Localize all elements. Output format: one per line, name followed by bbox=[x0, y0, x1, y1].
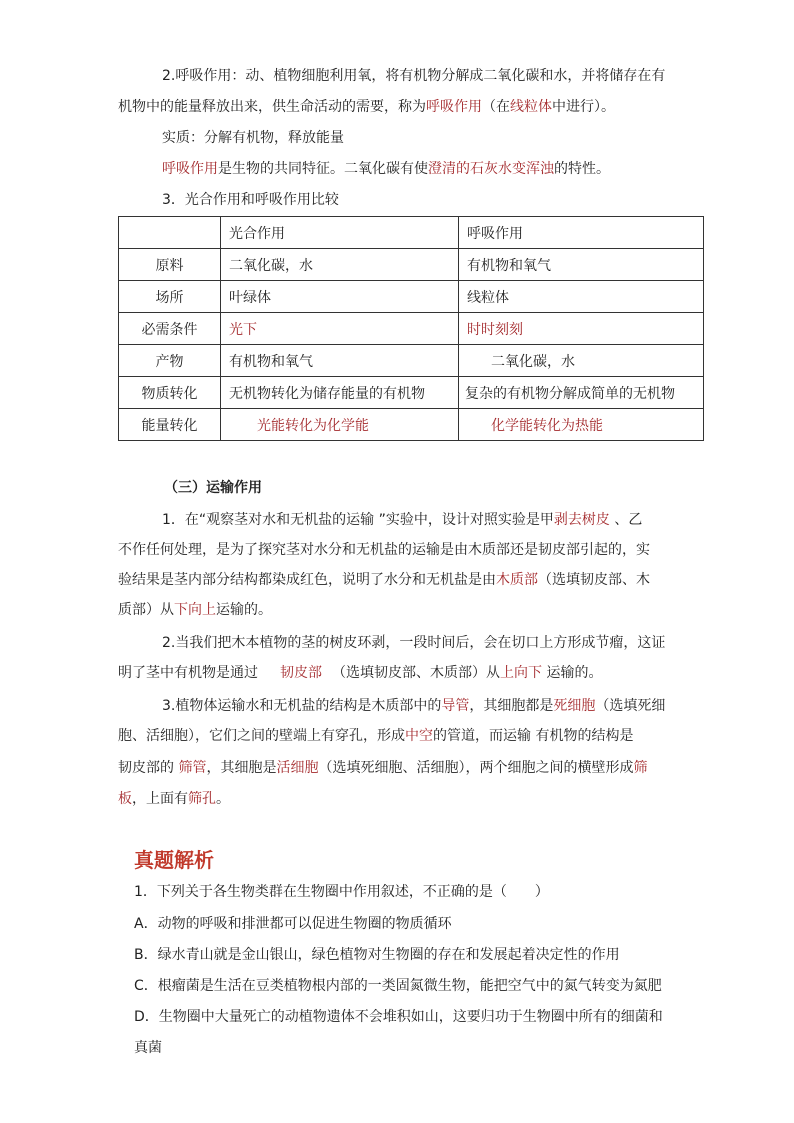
respiration-cell: 二氧化碳，水 bbox=[459, 345, 704, 377]
table-row bbox=[119, 377, 704, 409]
photosynthesis-cell: 有机物和氧气 bbox=[221, 345, 459, 377]
respiration-cell: 有机物和氧气 bbox=[459, 249, 704, 281]
transport-text: ，其细胞都是 bbox=[469, 698, 554, 714]
respiration-text: （在 bbox=[482, 99, 510, 115]
table-row bbox=[119, 313, 704, 345]
transport-text: （选填韧皮部、木 bbox=[538, 572, 650, 588]
respiration-cell: 复杂的有机物分解成简单的无机物 bbox=[459, 377, 704, 409]
transport-q1-line-2 bbox=[118, 540, 650, 560]
option-d bbox=[134, 1007, 663, 1027]
transport-q1-line-1 bbox=[162, 510, 642, 530]
respiration-line-1 bbox=[162, 66, 665, 86]
transport-text: （选填死细胞、活细胞），两个细胞之间的横壁形成 bbox=[318, 760, 634, 776]
respiration-line-2 bbox=[118, 97, 615, 117]
transport-q3-line-1 bbox=[162, 696, 665, 716]
answer-term: 筛管 bbox=[178, 760, 207, 776]
compare-heading bbox=[162, 190, 339, 210]
transport-q1-line-4 bbox=[118, 600, 272, 620]
table-row bbox=[119, 345, 704, 377]
answer-term: 中空 bbox=[405, 728, 433, 744]
compare-heading-text: 3．光合作用和呼吸作用比较 bbox=[162, 192, 339, 208]
transport-text: 韧皮部的 bbox=[118, 760, 179, 776]
table-header-cell: 光合作用 bbox=[221, 217, 459, 249]
transport-text: 运输的。 bbox=[216, 602, 272, 618]
respiration-text: 机物中的能量释放出来，供生命活动的需要，称为 bbox=[118, 99, 426, 115]
option-b bbox=[134, 945, 620, 965]
table-header-cell bbox=[119, 217, 221, 249]
respiration-line-3 bbox=[162, 159, 610, 179]
photosynthesis-cell: 二氧化碳，水 bbox=[221, 249, 459, 281]
photosynthesis-cell: 光下 bbox=[221, 313, 459, 345]
transport-q3-line-4 bbox=[118, 789, 230, 809]
answer-term: 活细胞 bbox=[276, 760, 319, 776]
transport-q2-line-1 bbox=[162, 633, 665, 653]
respiration-text: 中进行）。 bbox=[552, 99, 615, 115]
transport-text: 胞、活细胞），它们之间的壁端上有穿孔，形成 bbox=[118, 728, 405, 744]
transport-text: 。 bbox=[216, 791, 230, 807]
answer-term: 剥去树皮 bbox=[553, 512, 610, 528]
answer-term: 上向下 bbox=[500, 665, 542, 681]
respiration-cell: 化学能转化为热能 bbox=[459, 409, 704, 441]
respiration-text: 是生物的共同特征。二氧化碳有使 bbox=[218, 161, 428, 177]
answer-term: 线粒体 bbox=[510, 99, 552, 115]
option-text: D．生物圈中大量死亡的动植物遗体不会堆积如山，这要归功于生物圈中所有的细菌和 bbox=[134, 1009, 663, 1025]
exam-question bbox=[134, 882, 549, 902]
table-row bbox=[119, 249, 704, 281]
transport-text: 2.当我们把木本植物的茎的树皮环剥，一段时间后，会在切口上方形成节瘤，这证 bbox=[162, 635, 666, 651]
option-d-continued bbox=[134, 1038, 162, 1058]
transport-title bbox=[164, 478, 262, 498]
respiration-cell: 线粒体 bbox=[459, 281, 704, 313]
option-text: B．绿水青山就是金山银山，绿色植物对生物圈的存在和发展起着决定性的作用 bbox=[134, 947, 620, 963]
transport-q3-line-2 bbox=[118, 726, 633, 746]
essence-text: 实质：分解有机物，释放能量 bbox=[162, 130, 344, 146]
row-label: 物质转化 bbox=[119, 377, 221, 409]
exam-section-title: 真题解析 bbox=[134, 848, 214, 872]
answer-term: 下向上 bbox=[174, 602, 216, 618]
table-header-row bbox=[119, 217, 704, 249]
transport-title-text: （三）运输作用 bbox=[164, 480, 262, 496]
table-header-cell: 呼吸作用 bbox=[459, 217, 704, 249]
option-text: 真菌 bbox=[134, 1040, 162, 1056]
row-label: 能量转化 bbox=[119, 409, 221, 441]
respiration-text: 的特性。 bbox=[554, 161, 610, 177]
row-label: 场所 bbox=[119, 281, 221, 313]
answer-term: 死细胞 bbox=[553, 698, 596, 714]
transport-text: 验结果是茎内部分结构都染成红色，说明了水分和无机盐是由 bbox=[118, 572, 496, 588]
option-text: A．动物的呼吸和排泄都可以促进生物圈的物质循环 bbox=[134, 916, 452, 932]
table-row bbox=[119, 281, 704, 313]
photosynthesis-cell: 光能转化为化学能 bbox=[221, 409, 459, 441]
answer-term: 呼吸作用 bbox=[162, 161, 218, 177]
answer-term: 导管 bbox=[441, 698, 470, 714]
transport-q2-line-2 bbox=[118, 663, 602, 683]
transport-text: 质部）从 bbox=[118, 602, 174, 618]
transport-text: 不作任何处理，是为了探究茎对水分和无机盐的运输是由木质部还是韧皮部引起的，实 bbox=[118, 542, 650, 558]
transport-q3-line-3 bbox=[118, 758, 647, 778]
answer-term: 澄清的石灰水变浑浊 bbox=[428, 161, 554, 177]
transport-text: 运输的。 bbox=[542, 665, 603, 681]
photosynthesis-cell: 叶绿体 bbox=[221, 281, 459, 313]
transport-q1-line-3 bbox=[118, 570, 650, 590]
transport-text: 3.植物体运输水和无机盐的结构是木质部中的 bbox=[162, 698, 442, 714]
transport-text: （选填死细 bbox=[595, 698, 666, 714]
row-label: 原料 bbox=[119, 249, 221, 281]
option-text: C．根瘤菌是生活在豆类植物根内部的一类固氮微生物，能把空气中的氮气转变为氮肥 bbox=[134, 978, 662, 994]
photosynthesis-cell: 无机物转化为储存能量的有机物 bbox=[221, 377, 459, 409]
option-c bbox=[134, 976, 662, 996]
transport-text: 的管道，而运输 有机物的结构是 bbox=[433, 728, 634, 744]
row-label: 必需条件 bbox=[119, 313, 221, 345]
transport-text: ，上面有 bbox=[132, 791, 188, 807]
answer-term: 筛孔 bbox=[188, 791, 216, 807]
respiration-text: 2.呼吸作用：动、植物细胞利用氧，将有机物分解成二氧化碳和水，并将储存在有 bbox=[162, 68, 666, 84]
answer-term: 韧皮部 bbox=[280, 665, 322, 681]
respiration-cell: 时时刻刻 bbox=[459, 313, 704, 345]
comparison-table bbox=[118, 216, 704, 441]
answer-term: 呼吸作用 bbox=[426, 99, 482, 115]
transport-text: 1．在“观察茎对水和无机盐的运输 ”实验中，设计对照实验是甲 bbox=[162, 512, 554, 528]
transport-text: 、乙 bbox=[609, 512, 643, 528]
table-row bbox=[119, 409, 704, 441]
question-text: 1．下列关于各生物类群在生物圈中作用叙述，不正确的是（ ） bbox=[134, 884, 549, 900]
option-a bbox=[134, 914, 452, 934]
row-label: 产物 bbox=[119, 345, 221, 377]
transport-text: ，其细胞是 bbox=[206, 760, 277, 776]
answer-term: 木质部 bbox=[496, 572, 538, 588]
answer-term: 筛 bbox=[633, 760, 648, 776]
answer-term: 板 bbox=[118, 791, 132, 807]
transport-text: （选填韧皮部、木质部）从 bbox=[332, 665, 500, 681]
essence-line bbox=[162, 128, 344, 148]
transport-text: 明了茎中有机物是通过 bbox=[118, 665, 258, 681]
